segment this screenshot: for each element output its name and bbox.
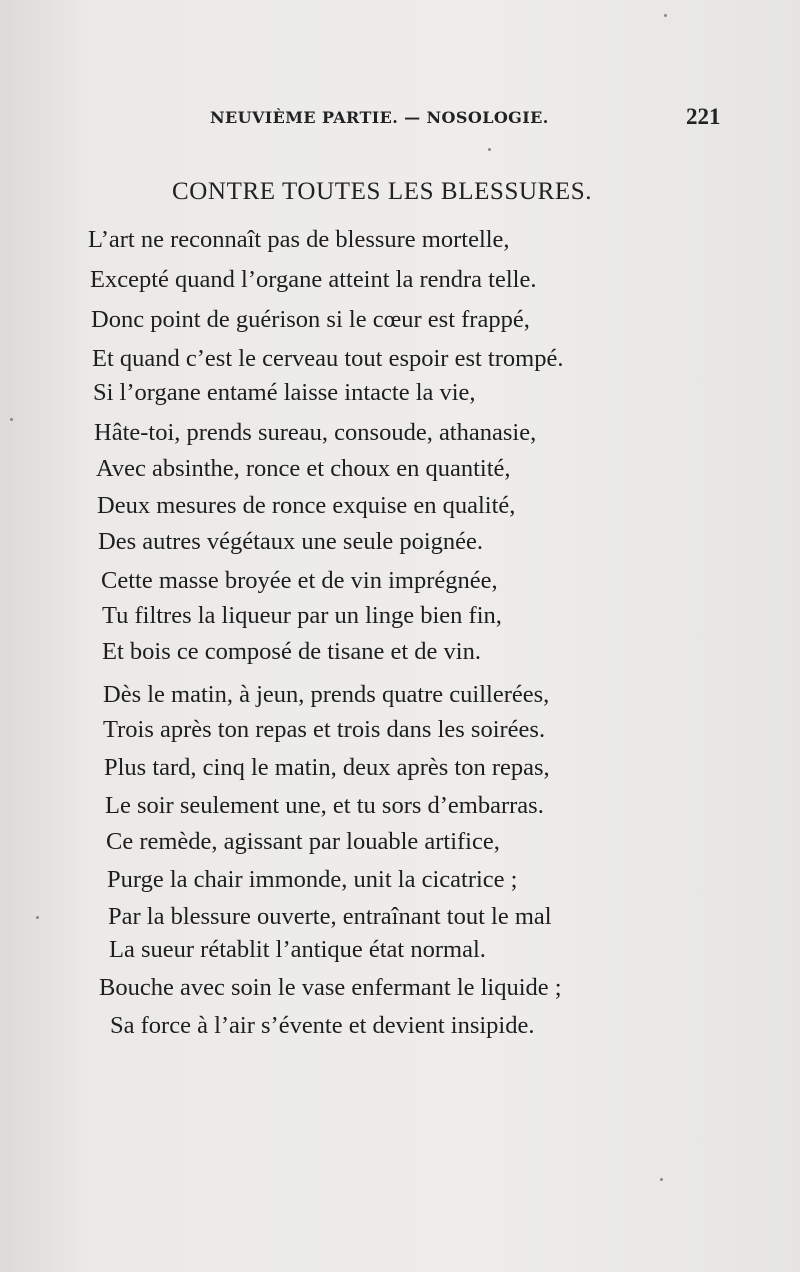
bleed-through-shadow — [560, 262, 740, 522]
verse-line: La sueur rétablit l’antique état normal. — [109, 936, 486, 963]
paper-speck — [664, 14, 667, 17]
verse-line: Excepté quand l’organe atteint la rendra telle. — [90, 266, 537, 293]
verse-line: Dès le matin, à jeun, prends quatre cuillerées, — [103, 681, 550, 708]
verse-line: Le soir seulement une, et tu sors d’embarras. — [105, 792, 544, 819]
verse-line: Sa force à l’air s’évente et devient insipide. — [110, 1012, 535, 1039]
verse-line: Plus tard, cinq le matin, deux après ton repas, — [104, 754, 550, 781]
verse-line: Si l’organe entamé laisse intacte la vie, — [93, 379, 476, 406]
verse-line: Deux mesures de ronce exquise en qualité, — [97, 492, 516, 519]
verse-line: Et quand c’est le cerveau tout espoir est trompé. — [92, 345, 564, 372]
verse-line: Donc point de guérison si le cœur est frappé, — [91, 306, 530, 333]
verse-line: Et bois ce composé de tisane et de vin. — [102, 638, 481, 665]
running-title: NEUVIÈME PARTIE. — NOSOLOGIE. — [210, 108, 549, 127]
verse-line: Hâte-toi, prends sureau, consoude, athanasie, — [94, 419, 537, 446]
paper-speck — [10, 418, 13, 421]
verse-line: Cette masse broyée et de vin imprégnée, — [101, 567, 498, 594]
paper-speck — [36, 916, 39, 919]
paper-speck — [660, 1178, 663, 1181]
verse-line: Trois après ton repas et trois dans les soirées. — [103, 716, 546, 743]
verse-line: Avec absinthe, ronce et choux en quantité, — [96, 455, 511, 482]
verse-line: Ce remède, agissant par louable artifice, — [106, 828, 500, 855]
verse-line: Purge la chair immonde, unit la cicatrice ; — [107, 866, 518, 893]
verse-line: Des autres végétaux une seule poignée. — [98, 528, 484, 555]
paper-speck — [488, 148, 491, 151]
verse-line: Par la blessure ouverte, entraînant tout le mal — [108, 903, 552, 930]
verse-line: Bouche avec soin le vase enfermant le liquide ; — [99, 974, 562, 1001]
verse-line: Tu filtres la liqueur par un linge bien fin, — [102, 602, 502, 629]
section-title: CONTRE TOUTES LES BLESSURES. — [172, 178, 593, 205]
page-number: 221 — [686, 104, 721, 129]
verse-line: L’art ne reconnaît pas de blessure mortelle, — [88, 226, 510, 253]
